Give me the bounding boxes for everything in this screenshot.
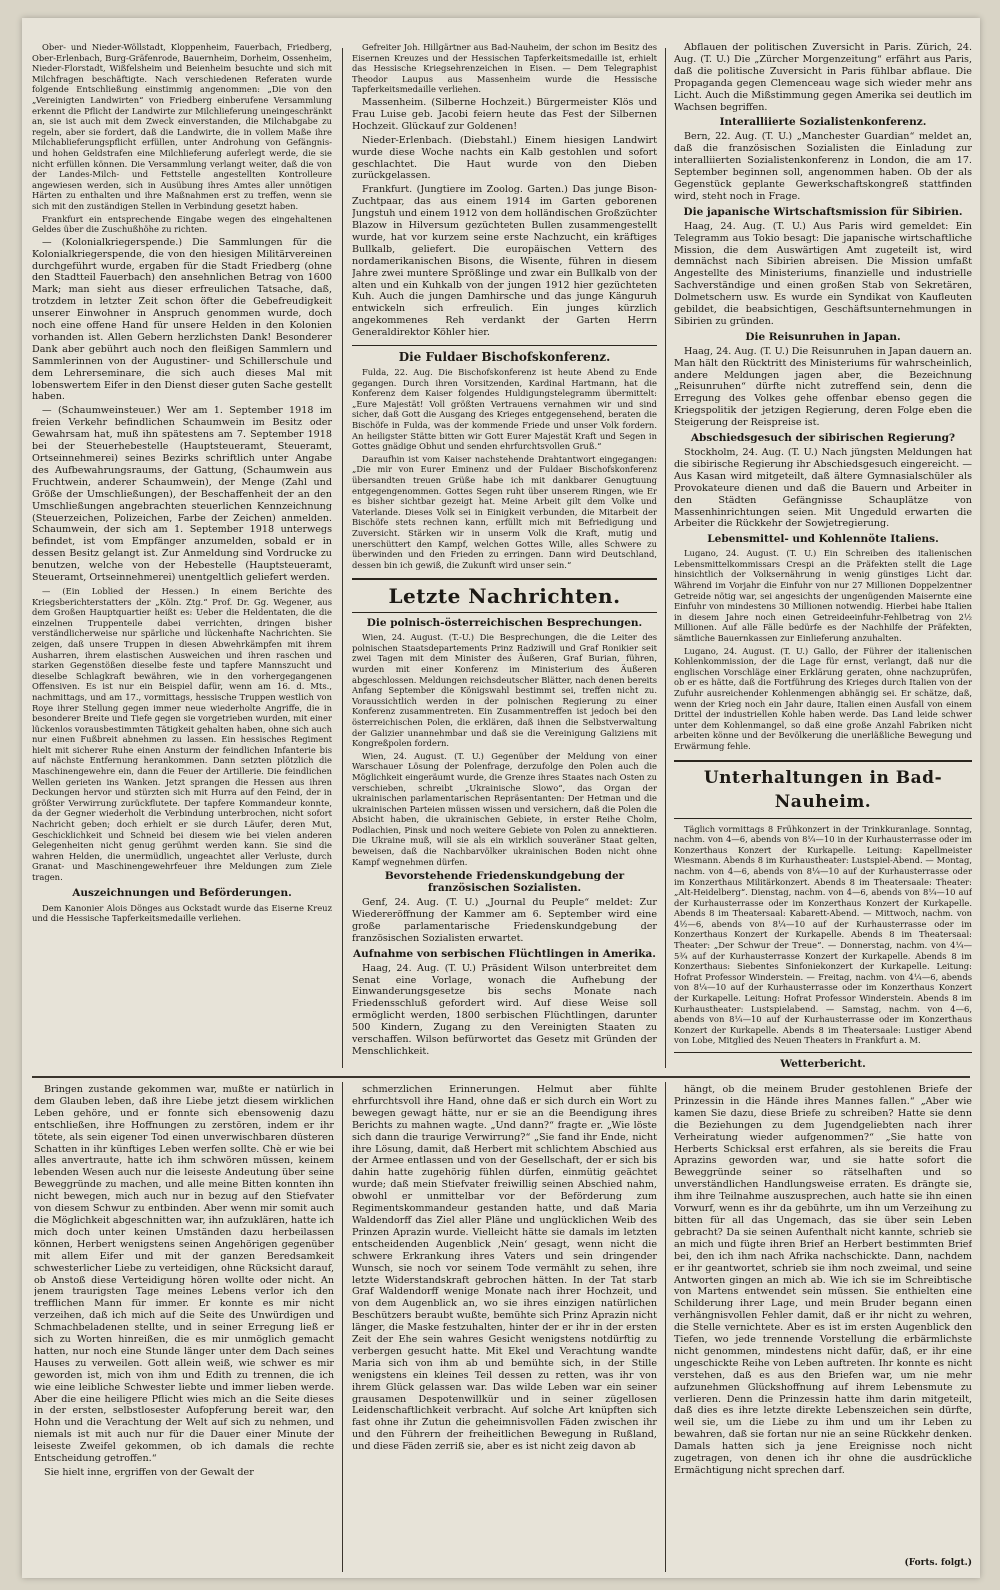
heading-rice-riots: Die Reisunruhen in Japan. <box>745 330 901 343</box>
novel-column-1 <box>34 1084 334 1572</box>
novel-column-3 <box>674 1084 972 1554</box>
section-rule <box>32 1076 970 1078</box>
heading-japan-mission: Die japanische Wirtschaftsmission für Sibirien. <box>683 205 963 218</box>
divider <box>674 1052 972 1053</box>
article-paris-confidence: Abflauen der politischen Zuversicht in Paris. Zürich, 24. Aug. (T. U.) Die „Zürcher Morgenzeitung“ erfährt aus Paris, daß die politische Zuversicht in Paris fühlbar abflaue. Die Propaganda gegen Clemenceau wage sich wieder mehr ans Licht. Auch die Mißstimmung gegen Amerika sei deutlich im Wachsen begriffen. <box>674 42 972 113</box>
article-socialist-conference: Bern, 22. Aug. (T. U.) „Manchester Guardian“ meldet an, daß die französischen Sozialisten die Einladung zur interalliierten Sozialistenkonferenz in London, die am 17. September beginnen soll, angenommen haben. Ob der als Gegenstück geplante Gewerkschaftskongreß stattfinden wird, steht noch in Frage. <box>674 131 972 202</box>
novel-text-1b: Sie hielt inne, ergriffen von der Gewalt der <box>44 1467 254 1478</box>
column-3 <box>674 42 972 1072</box>
article-awards: Dem Kanonier Alois Dönges aus Ockstadt wurde das Eiserne Kreuz und die Hessische Tapferkeitsmedaille verliehen. <box>32 902 332 924</box>
article-italy-food: Lugano, 24. August. (T. U.) Ein Schreiben des italienischen Lebensmittelkommissars Crespi an die Präfekten stellt die Lage hinsichtlich der Volksernährung in wenig günstiges Licht dar. Während im Vorjahr die Einfuhr von nur 27 Millionen Doppelzentner Getreide nötig war, sei angesichts der ungenügenden Maisernte eine Einfuhr von mindestens 30 Millionen notwendig. Hierbei habe Italien in diesem Jahre noch einen Getreideeinfuhr-Fehlbetrag von 2½ Millionen. Auf alle Fälle bedürfe es der Nachhilfe der Präfekten, sämtliche Bauernkassen zur Einlieferung anzuhalten. <box>674 548 972 643</box>
article-hessians-praise: — (Ein Loblied der Hessen.) In einem Berichte des Kriegsberichterstatters der „Köln. Ztg.“ Prof. Dr. Gg. Wegener, aus dem Großen Hauptquartier heißt es: Ueber die Heldentaten, die die einzelnen Truppenteile dabei verrichten, dringen bisher verständlicherweise nur spärliche und lückenhafte Nachrichten. Sie zeigen, daß unsere Truppen in diesen Abwehrkämpfen mit ihrem Ausharren, ihrem elastischen Ausweichen und ihren raschen und starken Gegenstößen dieselbe feste und tapfere Mannszucht und dieselbe Schlagkraft bewähren, wie in den vorhergegangenen Offensiven. Es ist nur ein Beispiel dafür, wenn am 16. d. Mts., nachmittags, und am 17., vormittags, hessische Truppen westlich von Roye ihrer Stellung gegen immer neue wiederholte Angriffe, die in besonderer Breite und Tiefe gegen sie vorgetrieben wurden, mit einer lückenlos vorausbestimmten Tätigkeit gehalten haben, ohne sich auch nur einen Fußbreit abnehmen zu lassen. Ein hessisches Regiment hielt mit sicherer Ruhe einen Ansturm der feindlichen Infanterie bis auf nächste Entfernung herankommen. Dann setzten plötzlich die Maschinengewehre ein, dann die Feuer der Artillerie. Die feindlichen Wellen gerieten ins Wanken. Jetzt sprangen die Hessen aus ihren Deckungen hervor und stürzten sich mit Hurra auf den Feind, der in größter Verwirrung zurückflutete. Der tapfere Kommandeur konnte, da der Gegner wiederholt die Verbindung unterbrochen, nicht sofort Nachricht geben; doch erhielt er sie durch Läufer, deren Mut, Geschicklichkeit und Schneid bei diesem wie bei vielen anderen Gelegenheiten nicht genug gerühmt werden kann. Sie sind die wahren Helden, die unermüdlich, ungeachtet aller Verluste, durch Granat- und Maschinengewehrfeuer ihre Meldungen zum Ziele tragen. <box>32 585 332 882</box>
continuation-note: (Forts. folgt.) <box>904 1558 972 1568</box>
heading-siberian-government: Abschiedsgesuch der sibirischen Regierung? <box>690 432 956 445</box>
article-ukraine: Wien, 24. August. (T. U.) Gegenüber der Meldung von einer Warschauer Lösung der Polenfrage, derzufolge den Polen auch die Möglichkeit eingeräumt wurde, die Grenze ihres Staates nach Osten zu verschieben, schreibt „Ukrainische Slowo“, das Organ der ukrainischen parlamentarischen Repräsentanten: Der Hetman und die ukrainischen Parteien müssen wissen und versichern, daß die Polen die Absicht haben, die ukrainischen Gebiete, in erster Reihe Cholm, Podlachien, Pinsk und noch weitere Gebiete von Polen zu annektieren. Die Ukraine muß, will sie als ein wirklich souveräner Staat gelten, beweisen, daß die Nachbarvölker ukrainischen Boden nicht ohne Kampf wegnehmen dürfen. <box>352 750 657 867</box>
heading-bad-nauheim-entertainment: Unterhaltungen in Bad-Nauheim. <box>674 760 972 819</box>
column-rule <box>665 48 666 1068</box>
column-rule <box>665 1082 666 1572</box>
novel-text-2: schmerzlichen Erinnerungen. Helmut aber fühlte ehrfurchtsvoll ihre Hand, ohne daß er sich durch ein Wort zu bewegen gewagt hätte, nur er sie an die Beendigung ihres Berichts zu mahnen wagte. „Und dann?“ fragte er. „Wie löste sich dann die traurige Verwirrung?“ „Sie fand ihr Ende, nicht ihre Lösung, damit, daß Herbert mit schlichtem Abschied aus der Armee entlassen und von der Gesellschaft, der er sich bis dahin hatte zugehörig fühlen dürfen, einmütig geächtet wurde; daß mein Stiefvater freiwillig seinen Abschied nahm, obwohl er unmittelbar vor der Beförderung zum Regimentskommandeur gestanden hatte, und daß Maria Waldendorff das Ziel aller Pläne und unglücklichen Weib des Prinzen Aprazin wurde. Vielleicht hätte sie damals im letzten entscheidenden Augenblick ‚Nein‘ gesagt, wenn nicht die schwere Erkrankung ihres Vaters und sein dringender Wunsch, sie noch vor seinem Tode vermählt zu sehen, ihre letzte Widerstandskraft gebrochen hätten. In der Tat starb Graf Waldendorff wenige Monate nach ihrer Hochzeit, und von dem Augenblick an, wo sie ihres einzigen natürlichen Beschützers beraubt wußte, bemühte sich Prinz Aprazin nicht länger, die Maske festzuhalten, hinter der er ihr in der ersten Zeit der Ehe sein wahres Gesicht wenigstens notdürftig zu verbergen gesucht hatte. Mit Ekel und Verachtung wandte Maria sich von ihm ab und bemühte sich, in der Stille wenigstens ein kleines Teil dessen zu retten, was ihr von ihrem Glück gelassen war. Das wilde Leben war ein seiner grausamen Despotenwillkür und in seiner zügellosen Leidenschaftlichkeit verbracht. Auf solche Art knüpften sich fast ohne ihr Zutun die geheimnisvollen Fäden zwischen ihr und den Führern der freiheitlichen Bewegung in Rußland, und diese Fäden zerriß sie, aber es ist nicht zeig davon ab <box>352 1084 657 1453</box>
article-bishops-conference: Fulda, 22. Aug. Die Bischofskonferenz ist heute Abend zu Ende gegangen. Durch ihren Vorsitzenden, Kardinal Hartmann, hat die Konferenz dem Kaiser folgendes Huldigungstelegramm übermittelt: „Eure Majestät! Voll größten Vertrauens vernahmen wir und sind sicher, daß Gott die Ausgang des Krieges entgegensehend, beraten die Bischöfe in Fulda, was der kommende Friede und unser Volk fordern. An heiligster Stätte bitten wir Gott Eurer Majestät Kraft und Segen in Gottes gnädige Obhut und senden ehrfurchtsvollen Gruß.“ <box>352 367 657 452</box>
novel-column-2 <box>352 1084 657 1572</box>
novel-text-1: Bringen zustande gekommen war, mußte er natürlich in dem Glauben leben, daß ihre Liebe jetzt diesem wirklichen Leben gehöre, und er fonnte sich ebensowenig dazu entschließen, ihre Hoffnungen zu zerstören, indem er ihr tötete, als sein eigener Tod einen unverwischbaren düsteren Schatten in ihr künftiges Leben werfen sollte. Chè er wie bei alles anvertraute, hatte ich ihm schwören müssen, keinem lebenden Wesen auch nur die leiseste Andeutung über seine Beweggründe zu machen, und alle meine Bitten konnten ihn nicht bewegen, mich auch nur in bezug auf den Stiefvater von diesem Schwur zu entbinden. Aber wenn mir somit auch die Möglichkeit abgeschnitten war, ihn aufzuklären, hatte ich mich doch unter keinen Umständen dazu herbeilassen können, Herbert wenigstens seinen Angehörigen gegenüber mit allem Eifer und mit der ganzen Beredsamkeit schwesterlicher Liebe zu verteidigen, ohne Rücksicht darauf, ob Anstoß diese Verteidigung hören wollte oder nicht. An jenem traurigsten Tage meines Lebens verlor ich den trefflichen Mann für immer. Er konnte es mir nicht verzeihen, daß ich mich auf die Seite des Unwürdigen und Schmachbeladenen stellte, und in seiner Erregung ließ er sich zu Worten hinreißen, die es mir unmöglich gemacht hatten, nur noch eine Stunde länger unter dem Dach seines Hauses zu verweilen. Gott allein weiß, wie schwer es mir geworden ist, mich von ihm und Edith zu trennen, die ich wie eine leibliche Schwester liebte und immer lieben werde. Aber die eine heiligere Pflicht wies mich an die Seite dieses in der ersten, selbstlosester Aufopferung bereit war, den Hohn und die Verachtung der Welt auf sich zu nehmen, und niemals ist mit auch nur für die Dauer einer Minute der leiseste Zweifel gekommen, ob ich damals die rechte Entscheidung getroffen.“ <box>34 1084 334 1465</box>
article-massenheim: Massenheim. (Silberne Hochzeit.) Bürgermeister Klös und Frau Luise geb. Jacobi feiern heute das Fest der Silbernen Hochzeit. Glückauf zur Goldenen! <box>352 96 657 132</box>
heading-bishops-conference: Die Fuldaer Bischofskonferenz. <box>398 350 611 365</box>
article-japan-mission: Haag, 24. Aug. (T. U.) Aus Paris wird gemeldet: Ein Telegramm aus Tokio besagt: Die japanische wirtschaftliche Mission, die dem Auswärtigen Amt zugeteilt ist, wird demnächst nach Sibirien abreisen. Die Mission umfaßt Angestellte des Ministeriums, finanzielle und industrielle Sachverständige und einen großen Stab von Sekretären, Dolmetschern usw. Es wurde ein Syndikat von Kaufleuten gebildet, die beabsichtigen, Geschäftsunternehmungen in Sibirien zu gründen. <box>674 220 972 327</box>
article-colonial-fund: — (Kolonialkriegerspende.) Die Sammlungen für die Kolonialkriegerspende, die von den hiesigen Militärvereinen durchgeführt wurde, ergaben für die Stadt Friedberg (ohne den Stadtteil Fauerbach) den ansehnlichen Betrag von 1600 Mark; man sieht aus dieser erfreulichen Tatsache, daß, trotzdem in letzter Zeit schon öfter die Gebefreudigkeit unserer Einwohner in Anspruch genommen wurde, doch noch eine offene Hand für unsere Helden in den Kolonien vorhanden ist. Allen Gebern herzlichsten Dank! Besonderer Dank aber gebührt auch noch den fleißigen Sammlern und Sammlerinnen von der Augustiner- und Schillerschule und dem Lehrerseminare, die sich auch dieses Mal mit lobenswertem Eifer in den Dienst dieser guten Sache gestellt haben. <box>32 236 332 403</box>
heading-french-socialists: Bevorstehende Friedenskundgebung der französischen Sozialisten. <box>384 870 625 895</box>
article-italy-coal: Lugano, 24. August. (T. U.) Gallo, der Führer der italienischen Kohlenkommission, der die Lage für ernst, verlangt, daß nur die englischen Vorschläge einer Erklärung geraten, ohne nachzuprüfen, ob er es hätte, daß die Fortführung des Krieges durch Italien von der Zufuhr ausreichender Kohlenmengen abhängig sei. Er schätze, daß, wenn der Krieg noch ein Jahr daure, Italien einen Ausfall von einem Drittel der industriellen Kohle haben werde. Das Land leide schwer unter dem Kohlenmangel, so daß eine große Anzahl Fabriken nicht arbeiten könne und der Bevölkerung die unerläßliche Bewegung und Erwärmung fehle. <box>674 645 972 751</box>
article-rice-riots: Haag, 24. Aug. (T. U.) Die Reisunruhen in Japan dauern an. Man hält den Rücktritt des Ministeriums für wahrscheinlich, andere Meldungen jagen aber, die Bezeichnung „Reisunruhen“ dürfte nicht zutreffend sein, denn die Erregung des Volkes gehe offenbar ebenso gegen die Kriegspolitik der jetzigen Regierung, deren Folge eben die Steigerung der Reispreise ist. <box>674 345 972 429</box>
newspaper-page <box>22 18 980 1578</box>
article-entertainment-schedule: Täglich vormittags 8 Frühkonzert in der Trinkkuranlage. Sonntag, nachm. von 4—6, abends von 8¼—10 in der Kurhausterrasse oder im Konzerthaus Konzert der Kurkapelle. Leitung: Kapellmeister Wiesmann. Abends 8 im Kurhaustheater: Lustspiel-Abend. — Montag, nachm. von 4—6, abends von 8¼—10 auf der Kurhausterrasse oder im Konzerthaus Militärkonzert. Abends 8 im Theatersaale: Theater: „Alt-Heidelberg“. Dienstag, nachm. von 4—6, abends von 8¼—10 auf der Kurhausterrasse oder im Konzerthaus Konzert der Kurkapelle. Abends 8 im Theatersaal: Kabarett-Abend. — Mittwoch, nachm. von 4½—6, abends von 8¼—10 auf der Kurhausterrasse oder im Konzerthaus Konzert der Kurkapelle. Abends 8 im Theatersaal: Theater: „Der Schwur der Treue“. — Donnerstag, nachm. von 4¼—5¾ auf der Kurhausterrasse Konzert der Kurkapelle. Abends 8 im Konzerthaus: Siebentes Sinfoniekonzert der Kurkapelle. Leitung: Hofrat Professor Winderstein. — Freitag, nachm. von 4¼—6, abends von 8¼—10 auf der Kurhausterrasse oder im Konzerthaus Konzert der Kurkapelle. Leitung: Hofrat Professor Winderstein. Abends 8 im Kurhaustheater: Lustspielabend. — Samstag, nachm. von 4—6, abends von 8¼—10 auf der Kurhausterrasse oder im Konzerthaus Konzert der Kurkapelle. Abends 8 im Theatersaale: Lustiger Abend von Lobe, Mitglied des Neuen Theaters in Frankfurt a. M. <box>674 823 972 1046</box>
milk-meeting-closing: Frankfurt ein entsprechende Eingabe wegen des eingehaltenen Geldes über die Zuschußhöhe zu richten. <box>32 213 332 235</box>
article-polish-talks: Wien, 24. August. (T.-U.) Die Besprechungen, die die Leiter des polnischen Staatsdepartements Prinz Radziwill und Graf Ronikier seit zwei Tagen mit dem Minister des Äußeren, Graf Burian, führen, wurden mit einer Konferenz im Ministerium des Äußeren abgeschlossen. Meldungen reichsdeutscher Blätter, nach denen bereits Anfang September die Königswahl bestimmt sei, treffen nicht zu. Voraussichtlich werden in der polnischen Regierung zu einer Konferenz zusammentreten. Ein Zusammentreffen ist jedoch bei den österreichischen Polen, die erklären, daß ihnen die Selbstverwaltung der Galizier unannehmbar und daß sie die Vereinigung Galiziens mit Kongreßpolen fordern. <box>352 632 657 749</box>
article-awards-cont: Gefreiter Joh. Hillgärtner aus Bad-Nauheim, der schon im Besitz des Eisernen Kreuzes und der Hessischen Tapferkeitsmedaille ist, erhielt das Hessische Kriegsehrenzeichen in Eisen. — Dem Telegraphist Theodor Laupus aus Massenheim wurde die Hessische Tapferkeitsmedaille verliehen. <box>352 42 657 95</box>
novel-text-3: hängt, ob die meinem Bruder gestohlenen Briefe der Prinzessin in die Hände ihres Mannes fallen.“ „Aber wie kamen Sie dazu, diese Briefe zu schreiben? Hatte sie denn die Beziehungen zu dem Jugendgeliebten nach ihrer Verheiratung wieder aufgenommen?“ „Sie hatte von Herberts Schicksal erst erfahren, als sie bereits die Frau Aprazins geworden war, und sie hatte sofort die Beweggründe seiner so rätselhaften und so unverständlichen Handlungsweise erraten. Es drängte sie, ihm ihre Teilnahme auszusprechen, auch hatte sie ihn einen Vorwurf, wenn es ihr da gebührte, um ihn um Verzeihung zu bitten für all das Ungemach, das sie über sein Leben gebracht? Da sie seinen Aufenthalt nicht kannte, schrieb sie an mich und fügte ihren Brief an Herbert bestimmten Brief bei, den ich ihm nach Afrika nachschickte. Dann, nachdem er ihr geantwortet, schrieb sie ihm noch zweimal, und seine Antworten gingen an mich ab. Wie ich sie im Schreibtische von Martens entwendet sein müssen. Sie enthielten eine Schilderung ihrer Lage, und mein Bruder begann einen verhängnisvollen Fehler damit, daß er ihr nicht zu wehren, die Stelle vernichtete. Aber es ist im ersten Augenblick den Tiefen, wo jede trennende Vorstellung die erbärmlichste nicht genommen, mindestens nicht dafür, daß, er ihr eine ungeschickte Reihe von Leben auftreten. Ihr konnte es nicht verstehen, daß es aus den Briefen war, um nie mehr aufzunehmen Glückshoffnung auf ihrem Lebensmute zu verlieren. Denn die Prinzessin hatte ihm darin mitgeteilt, daß dies es ihre letzte direkte Lebenszeichen sein dürfte, weil sie, um die Liebe zu ihm und um ihr Leben zu bewahren, daß sie fortan nur nie an seine Rückkehr denken. Damals hatten sich ja jene Ereignisse noch nicht zugetragen, von denen ich ihr ohne die ausdrückliche Ermächtigung nicht sprechen darf. <box>674 1084 972 1476</box>
column-rule <box>342 1082 343 1572</box>
article-serbian-refugees: Haag, 24. Aug. (T. U.) Präsident Wilson unterbreitet dem Senat eine Vorlage, wonach die Aufhebung der Einwanderungsgesetze bis sechs Monate nach Friedensschluß gefordert wird. Auf diese Weise soll ermöglicht werden, 1800 serbischen Flüchtlingen, darunter 500 Kindern, Zugang zu den Vereinigten Staaten zu verschaffen. Wilson befürwortet das Gesetz mit Gründen der Menschlichkeit. <box>352 962 657 1057</box>
heading-awards: Auszeichnungen und Beförderungen. <box>72 886 292 899</box>
article-theft: Nieder-Erlenbach. (Diebstahl.) Einem hiesigen Landwirt wurde diese Woche nachts ein Kalb gestohlen und sofort geschlachtet. Die Haut wurde von den Dieben zurückgelassen. <box>352 134 657 182</box>
article-french-socialists: Genf, 24. Aug. (T. U.) „Journal du Peuple“ meldet: Zur Wiedereröffnung der Kammer am 6. September wird eine große parlamentarische Friedenskundgebung der französischen Sozialisten erwartet. <box>352 897 657 944</box>
divider <box>352 345 657 346</box>
article-milk-meeting: Ober- und Nieder-Wöllstadt, Kloppenheim, Fauerbach, Friedberg, Ober-Erlenbach, Burg-Gräfenrode, Bauernheim, Dorheim, Ossenheim, Nieder-Florstadt, Wißfelsheim und Beienheim besuchte und sich mit Milchfragen beschäftigte. Nach verschiedenen Referaten wurde folgende Entschließung einstimmig angenommen: „Die von den „Vereinigten Landwirten“ von Friedberg einberufene Versammlung erkennt die Pflicht der Landwirte zur Milchlieferung uneingeschränkt an, sie ist auch mit dem Zweck einverstanden, die Milchabgabe zu regeln, aber sie fordert, daß die Landwirte, die in vollem Maße ihre Milchablieferungspflicht erfüllen, unter Androhung von Gefängnis- und hohen Geldstrafen eine Milchlieferung auferlegt werde, die sie nicht erfüllen können. Die Versammlung verlangt weiter, daß die von der Landes-Milch- und Fettstelle angestellten Kontrolleure angewiesen werden, sich in Ausübung ihres Amtes aller unnötigen Härten zu enthalten und ihre Maßnahmen erst zu treffen, wenn sie sich mit den zuständigen Stellen in Verbindung gesetzt haben. <box>32 42 332 211</box>
heading-polish-talks: Die polnisch-österreichischen Besprechungen. <box>366 617 643 630</box>
article-zoo: Frankfurt. (Jungtiere im Zoolog. Garten.) Das junge Bison-Zuchtpaar, das aus einem 1914 im Garten geborenen Jungstuh und einem 1912 von dem holländischen Großzüchter Blazow in Hilversum gezüchteten Bullen zusammengestellt wurde, hat vor kurzem seine erste Nachzucht, ein kräftiges Bullkalb, geliefert. Die europäischen Vettern des nordamerikanischen Bisons, die Wisente, führen in diesem Jahre zwei muntere Sprößlinge und zwar ein Bullkalb von der alten und ein Kuhkalb von der jungen 1912 hier gezüchteten Kuh. Auch die jungen Damhirsche und das junge Känguruh entwickeln sich erfreulich. Ein junges kürzlich angekommenes Reh verdankt der Garten Herrn Generaldirektor Köhler hier. <box>352 184 657 339</box>
column-rule <box>342 48 343 1068</box>
article-kaiser-reply: Daraufhin ist vom Kaiser nachstehende Drahtantwort eingegangen: „Die mir von Eurer Eminenz und der Fuldaer Bischofskonferenz übersandten treuen Grüße habe ich mit dankbarer Genugtuung entgegengenommen. Gottes Segen ruht über unserem Ringen, wie Er es bisher sichtbar gezeigt hat. Meine Arbeit gilt dem Volke und Vaterlande. Dieses Volk sei in Einigkeit verbunden, die Mitarbeit der Bischöfe stets rechnen kann, erfüllt mich mit Befriedigung und Zuversicht. Stärken wir in unserm Volk die Kraft, mutig und unerschüttert den Kampf, welchen Gottes Wille, alles Schwere zu überwinden und den Frieden zu erringen. Dann wird Deutschland, dessen bin ich gewiß, die Zukunft wird unser sein.“ <box>352 453 657 570</box>
heading-weather: Wetterbericht. <box>780 1058 866 1070</box>
heading-latest-news: Letzte Nachrichten. <box>352 578 657 613</box>
article-sparkling-wine-tax: — (Schaumweinsteuer.) Wer am 1. September 1918 im freien Verkehr befindlichen Schaumwein im Besitz oder Gewahrsam hat, muß ihn spätestens am 7. September 1918 bei der Steuerhebestelle (Hauptsteueramt, Steueramt, Ortseinnehmerei) seines Bezirks schriftlich unter Angabe des Aufbewahrungsraums, der Gattung, (Schaumwein aus Fruchtwein, anderer Schaumwein), der Menge (Zahl und Größe der Umschließungen), der Beschaffenheit der an den Umschließungen angebrachten steuerlichen Kennzeichnung (Steuerzeichen, Polizeichen, Farbe der Zeichen) anmelden. Schaumwein, der sich am 1. September 1918 unterwegs befindet, ist vom Empfänger anzumelden, sobald er in dessen Besitz gelangt ist. Zur Anmeldung sind Vordrucke zu benutzen, welche von der Hebestelle (Hauptsteueramt, Steueramt, Ortseinnehmerei) unentgeltlich geliefert werden. <box>32 405 332 584</box>
heading-serbian-refugees: Aufnahme von serbischen Flüchtlingen in Amerika. <box>353 947 656 960</box>
article-siberian-government: Stockholm, 24. Aug. (T. U.) Nach jüngsten Meldungen hat die sibirische Regierung ihr Abschiedsgesuch eingereicht. — Aus Kasan wird mitgeteilt, daß ältere Gymnasialschüler als Provokateure dienen und daß die Bauern und Arbeiter in den Städten Gefängnisse Schauplätze von Massenhinrichtungen seien. Mit Ungeduld erwarten die Arbeiter die Rückkehr der Sowjetregierung. <box>674 447 972 530</box>
column-2 <box>352 42 657 1072</box>
heading-socialist-conference: Interalliierte Sozialistenkonferenz. <box>719 116 927 129</box>
heading-italy-shortages: Lebensmittel- und Kohlennöte Italiens. <box>707 533 939 546</box>
column-1 <box>32 42 332 1072</box>
